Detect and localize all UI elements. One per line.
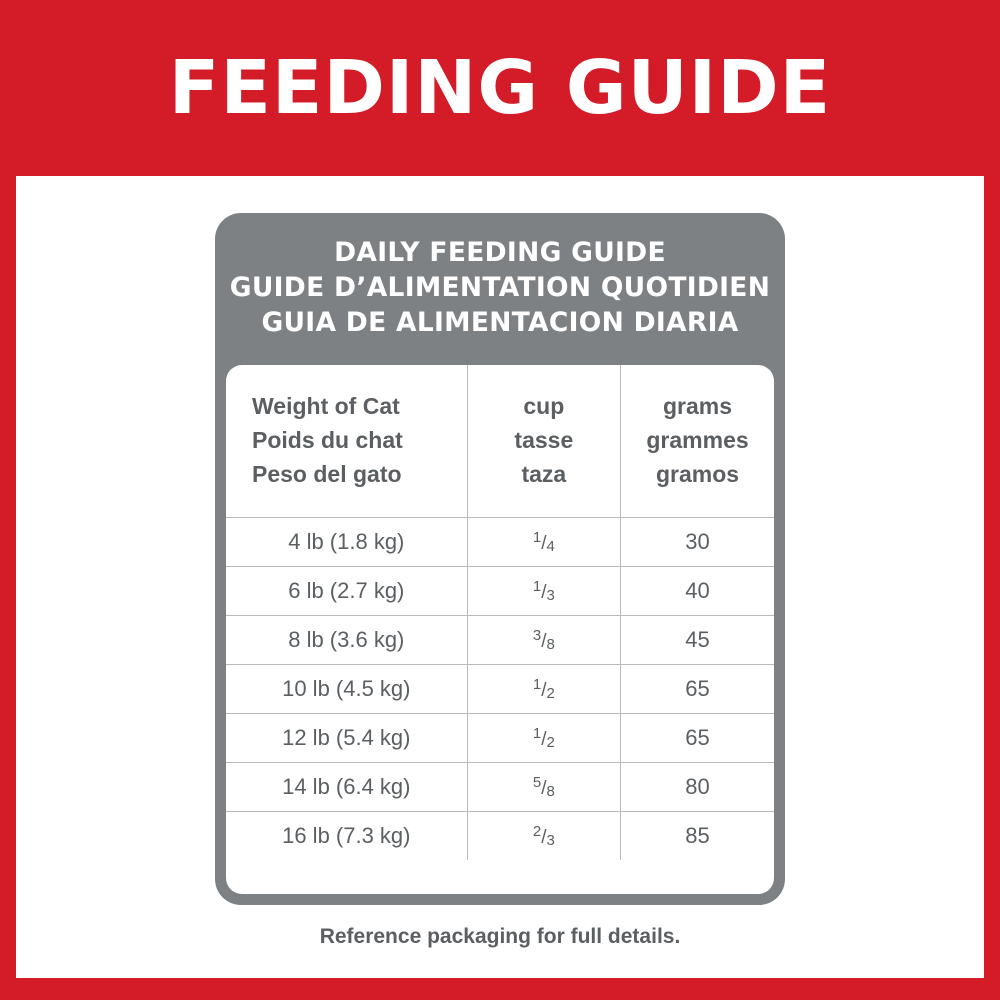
table-row xyxy=(226,567,774,616)
column-header-cup xyxy=(467,365,620,518)
table-row xyxy=(226,812,774,861)
cup-numerator: 5 xyxy=(532,774,542,792)
page-title: FEEDING GUIDE xyxy=(168,45,832,131)
cell-weight: 10 lb (4.5 kg) xyxy=(226,665,467,714)
table-row xyxy=(226,714,774,763)
cup-numerator: 1 xyxy=(532,529,542,547)
cup-denominator: 8 xyxy=(546,783,555,801)
table-row xyxy=(226,763,774,812)
cup-denominator: 2 xyxy=(546,685,555,703)
cell-weight: 14 lb (6.4 kg) xyxy=(226,763,467,812)
card-header-line-es: GUIA DE ALIMENTACION DIARIA xyxy=(261,307,739,339)
cup-denominator: 3 xyxy=(546,587,555,605)
cell-cup: $^5/_8$ xyxy=(467,763,620,812)
column-header-weight xyxy=(226,365,467,518)
cell-weight: 8 lb (3.6 kg) xyxy=(226,616,467,665)
cell-cup: $^1/_4$ xyxy=(467,518,620,567)
daily-feeding-guide-card xyxy=(215,213,785,905)
cell-grams: 30 xyxy=(621,518,774,567)
cup-numerator: 2 xyxy=(532,823,542,841)
cell-grams: 80 xyxy=(621,763,774,812)
column-header-cup-fr: tasse xyxy=(514,427,574,454)
cup-denominator: 8 xyxy=(546,636,555,654)
card-header xyxy=(215,213,785,361)
footnote: Reference packaging for full details. xyxy=(319,925,681,948)
cell-cup: $^3/_8$ xyxy=(467,616,620,665)
column-header-cup-en: cup xyxy=(523,393,565,419)
table-header-row xyxy=(226,365,774,518)
cell-grams: 40 xyxy=(621,567,774,616)
cup-denominator: 3 xyxy=(546,832,555,850)
cell-grams: 65 xyxy=(621,665,774,714)
table-row xyxy=(226,616,774,665)
cell-grams: 65 xyxy=(621,714,774,763)
cell-grams: 45 xyxy=(621,616,774,665)
cup-numerator: 1 xyxy=(532,578,542,596)
cup-denominator: 4 xyxy=(546,538,555,556)
cup-numerator: 1 xyxy=(532,725,542,743)
column-header-grams xyxy=(621,365,774,518)
cell-cup: $^1/_2$ xyxy=(467,714,620,763)
cell-weight: 6 lb (2.7 kg) xyxy=(226,567,467,616)
cell-weight: 16 lb (7.3 kg) xyxy=(282,823,411,849)
card-header-line-fr: GUIDE D’ALIMENTATION QUOTIDIEN xyxy=(229,272,771,304)
table-row xyxy=(226,665,774,714)
cell-cup: $^1/_2$ xyxy=(467,665,620,714)
cell-weight: 12 lb (5.4 kg) xyxy=(226,714,467,763)
feeding-table xyxy=(226,365,774,860)
card-header-line-en: DAILY FEEDING GUIDE xyxy=(334,237,666,268)
bottom-red-bar xyxy=(0,978,1000,1000)
column-header-weight-es: Peso del gato xyxy=(252,461,402,488)
cell-cup: $^1/_3$ xyxy=(467,567,620,616)
table-row xyxy=(226,518,774,567)
column-header-weight-fr: Poids du chat xyxy=(252,427,403,454)
cup-denominator: 2 xyxy=(546,734,555,752)
cup-numerator: 1 xyxy=(532,676,542,694)
cell-grams: 85 xyxy=(621,812,774,861)
column-header-grams-fr: grammes xyxy=(646,427,749,454)
column-header-grams-es: gramos xyxy=(655,461,740,488)
feeding-table-wrap xyxy=(226,365,774,894)
cell-cup: $^2/_3$ xyxy=(467,812,620,861)
cell-weight: 4 lb (1.8 kg) xyxy=(226,518,467,567)
column-header-grams-en: grams xyxy=(663,393,733,419)
cup-numerator: 3 xyxy=(532,627,542,645)
feeding-guide-banner xyxy=(0,0,1000,176)
column-header-cup-es: taza xyxy=(521,461,567,488)
column-header-weight-en: Weight of Cat xyxy=(252,393,400,419)
